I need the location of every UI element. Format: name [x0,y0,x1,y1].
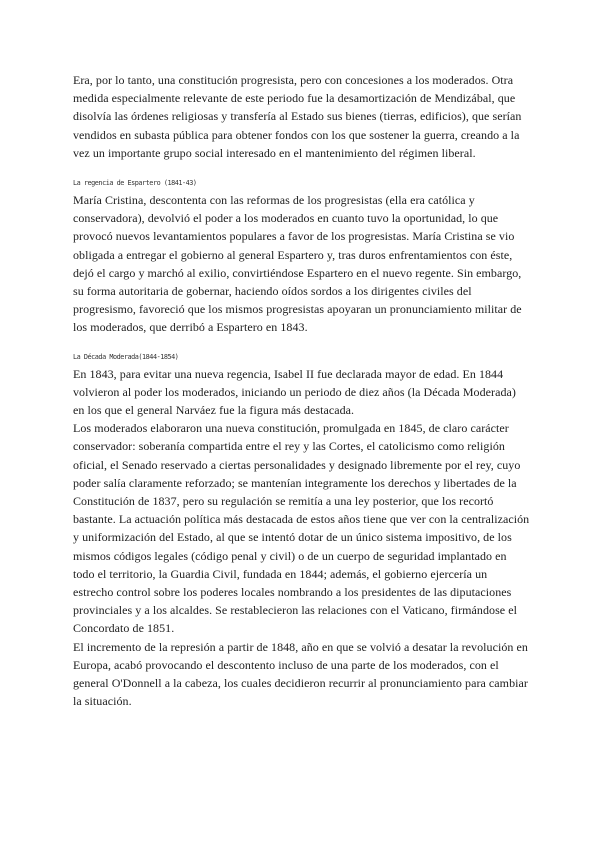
paragraph-regencia-espartero: María Cristina, descontenta con las reformas de los progresistas (ella era católica y conservadora), devolvió el poder a los moderados en cuanto tuvo la oportunidad, lo que provocó nuevos levantamientos populares a favor de los progresistas. María Cristina se vio obligada a entregar el gobierno al general Espartero y, tras duros enfrentamientos con éste, dejó el cargo y marchó al exilio, convirtiéndose Espartero en el nuevo regente. Sin embargo, su forma autoritaria de gobernar, haciendo oídos sordos a los dirigentes civiles del progresismo, favoreció que los mismos progresistas apoyaran un pronunciamiento militar de los moderados, que derribó a Espartero en 1843. [73,193,522,335]
paragraph-decada-moderada-1: En 1843, para evitar una nueva regencia, Isabel II fue declarada mayor de edad. En 1844 volvieron al poder los moderados, iniciando un periodo de diez años (la Década Moderada) en los que el general Narváez fue la figura más destacada. [73,366,516,418]
intro-paragraph: Era, por lo tanto, una constitución progresista, pero con concesiones a los moderados. Otra medida especialmente relevante de este periodo fue la desamortización de Mendizábal, que disolvía las órdenes religiosas y transfería al Estado sus bienes (tierras, edificios), que serían vendidos en subasta pública para obtener fondos con los que sostener la guerra, creando a la vez un importante grupo social interesado en el mantenimiento del régimen liberal. [73,73,522,160]
section-heading-regencia-espartero: La regencia de Espartero (1841-43) [73,178,197,188]
section-heading-decada-moderada: La Década Moderada(1844-1854) [73,351,179,361]
paragraph-decada-moderada-3: El incremento de la represión a partir de 1848, año en que se volvió a desatar la revolución en Europa, acabó provocando el descontento incluso de una parte de los moderados, con el general O'Donnell a la cabeza, los cuales decidieron recurrir al pronunciamiento para cambiar la situación. [73,639,528,709]
paragraph-decada-moderada-2: Los moderados elaboraron una nueva constitución, promulgada en 1845, de claro carácter conservador: soberanía compartida entre el rey y las Cortes, el catolicismo como religión oficial, el Senado reservado a ciertas personalidades y designado libremente por el rey, cuyo poder salía claramente reforzado; se mantenían integramente los derechos y libertades de la Constitución de 1837, pero su regulación se remitía a una ley posterior, que los recortó bastante. La actuación política más destacada de estos años tiene que ver con la centralización y uniformización del Estado, al que se intentó dotar de un único sistema impositivo, de los mismos códigos legales (código penal y civil) o de un cuerpo de seguridad implantado en todo el territorio, la Guardia Civil, fundada en 1844; además, el gobierno ejercería un estrecho control sobre los poderes locales nombrando a los presidentes de las diputaciones provinciales y a los alcaldes. Se restablecieron las relaciones con el Vaticano, firmándose el Concordato de 1851. [73,421,530,636]
